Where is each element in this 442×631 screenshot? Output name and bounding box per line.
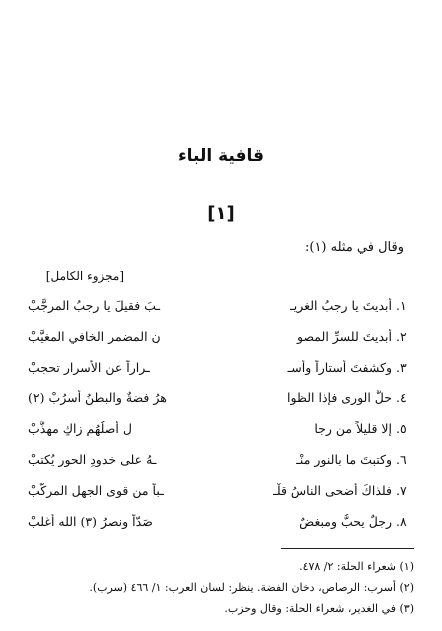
second-hemistich: ـراراً عنِ الأسرارِ تحجبْ — [28, 359, 150, 375]
verse-number: ٢. — [396, 328, 407, 344]
hemistich-text: أبديتَ يا رجبُ الغريـ — [290, 298, 392, 313]
second-hemistich: ـبَ فقيلَ يا رجبُ المرجَّبْ — [28, 298, 161, 313]
footnotes — [24, 556, 414, 619]
verse-number: ٤. — [396, 390, 407, 406]
verses-list — [28, 298, 414, 544]
poem-number: [١] — [207, 203, 235, 224]
second-hemistich: صَدّاً ونصرُ (٣) الله أغلبْ — [28, 513, 153, 529]
first-hemistich — [214, 329, 414, 344]
second-hemistich: ـهُ على خدودِ الحورِ يُكتبْ — [28, 451, 157, 467]
verse-number: ٥. — [396, 421, 407, 437]
poem-intro: وقال في مثله (١): — [304, 240, 404, 255]
hemistich-text: فلذاكَ أضحى الناسُ قلْـ — [273, 482, 392, 498]
hemistich-text: وكشفتَ أستاراً وأسـ — [287, 359, 392, 375]
first-hemistich — [214, 390, 414, 405]
first-hemistich — [214, 483, 414, 498]
verse-line — [28, 329, 414, 360]
verse-line — [28, 421, 414, 452]
verse-number: ٧. — [396, 482, 407, 498]
footnote-divider — [281, 548, 414, 549]
first-hemistich — [214, 360, 414, 375]
footnote: (١) شعراء الحلة: ٢/ ٤٧٨. — [299, 560, 414, 573]
verse-line — [28, 514, 414, 545]
footnote: (٣) في الغدير، شعراء الحلة: وقال وحزب. — [224, 602, 414, 615]
verse-number: ١. — [396, 298, 407, 313]
first-hemistich — [214, 298, 414, 313]
verse-line — [28, 390, 414, 421]
verse-line — [28, 483, 414, 514]
hemistich-text: حلَّ الورى فإذا الظوا — [287, 390, 392, 406]
verse-number: ٦. — [396, 451, 407, 467]
verse-number: ٣. — [396, 359, 407, 375]
hemistich-text: رجلٌ يحبُّ ومبغضٌ — [299, 513, 392, 529]
footnote: (٢) أسرب: الرصاص، دخان الفضة. ينظر: لسان العرب: ١/ ٤٦٦ (سرب). — [89, 581, 414, 594]
second-hemistich: لِ أصلُهُم زاكٍ مهذَّبْ — [28, 421, 132, 437]
verse-number: ٨. — [396, 513, 407, 529]
hemistich-text: إلا قليلاً من رجا — [314, 421, 392, 437]
poetic-meter: [مجزوء الكامل] — [45, 269, 124, 283]
verse-line — [28, 298, 414, 329]
hemistich-text: وكتبتَ ما بالنورِ منْـ — [296, 451, 392, 467]
first-hemistich — [214, 421, 414, 436]
second-hemistich: ـباً من قوى الجهلِ المركَّبْ — [28, 482, 164, 498]
second-hemistich: هرُ فضةٌ والبطنُ أُسرُبْ (٢) — [28, 390, 167, 406]
section-title: قافية الباء — [177, 146, 265, 166]
first-hemistich — [214, 452, 414, 467]
second-hemistich: نِ المضمرِ الخافي المغيَّبْ — [28, 328, 161, 344]
verse-line — [28, 360, 414, 391]
first-hemistich — [214, 514, 414, 529]
hemistich-text: أبديتَ للسرِّ المصو — [296, 328, 392, 344]
verse-line — [28, 452, 414, 483]
